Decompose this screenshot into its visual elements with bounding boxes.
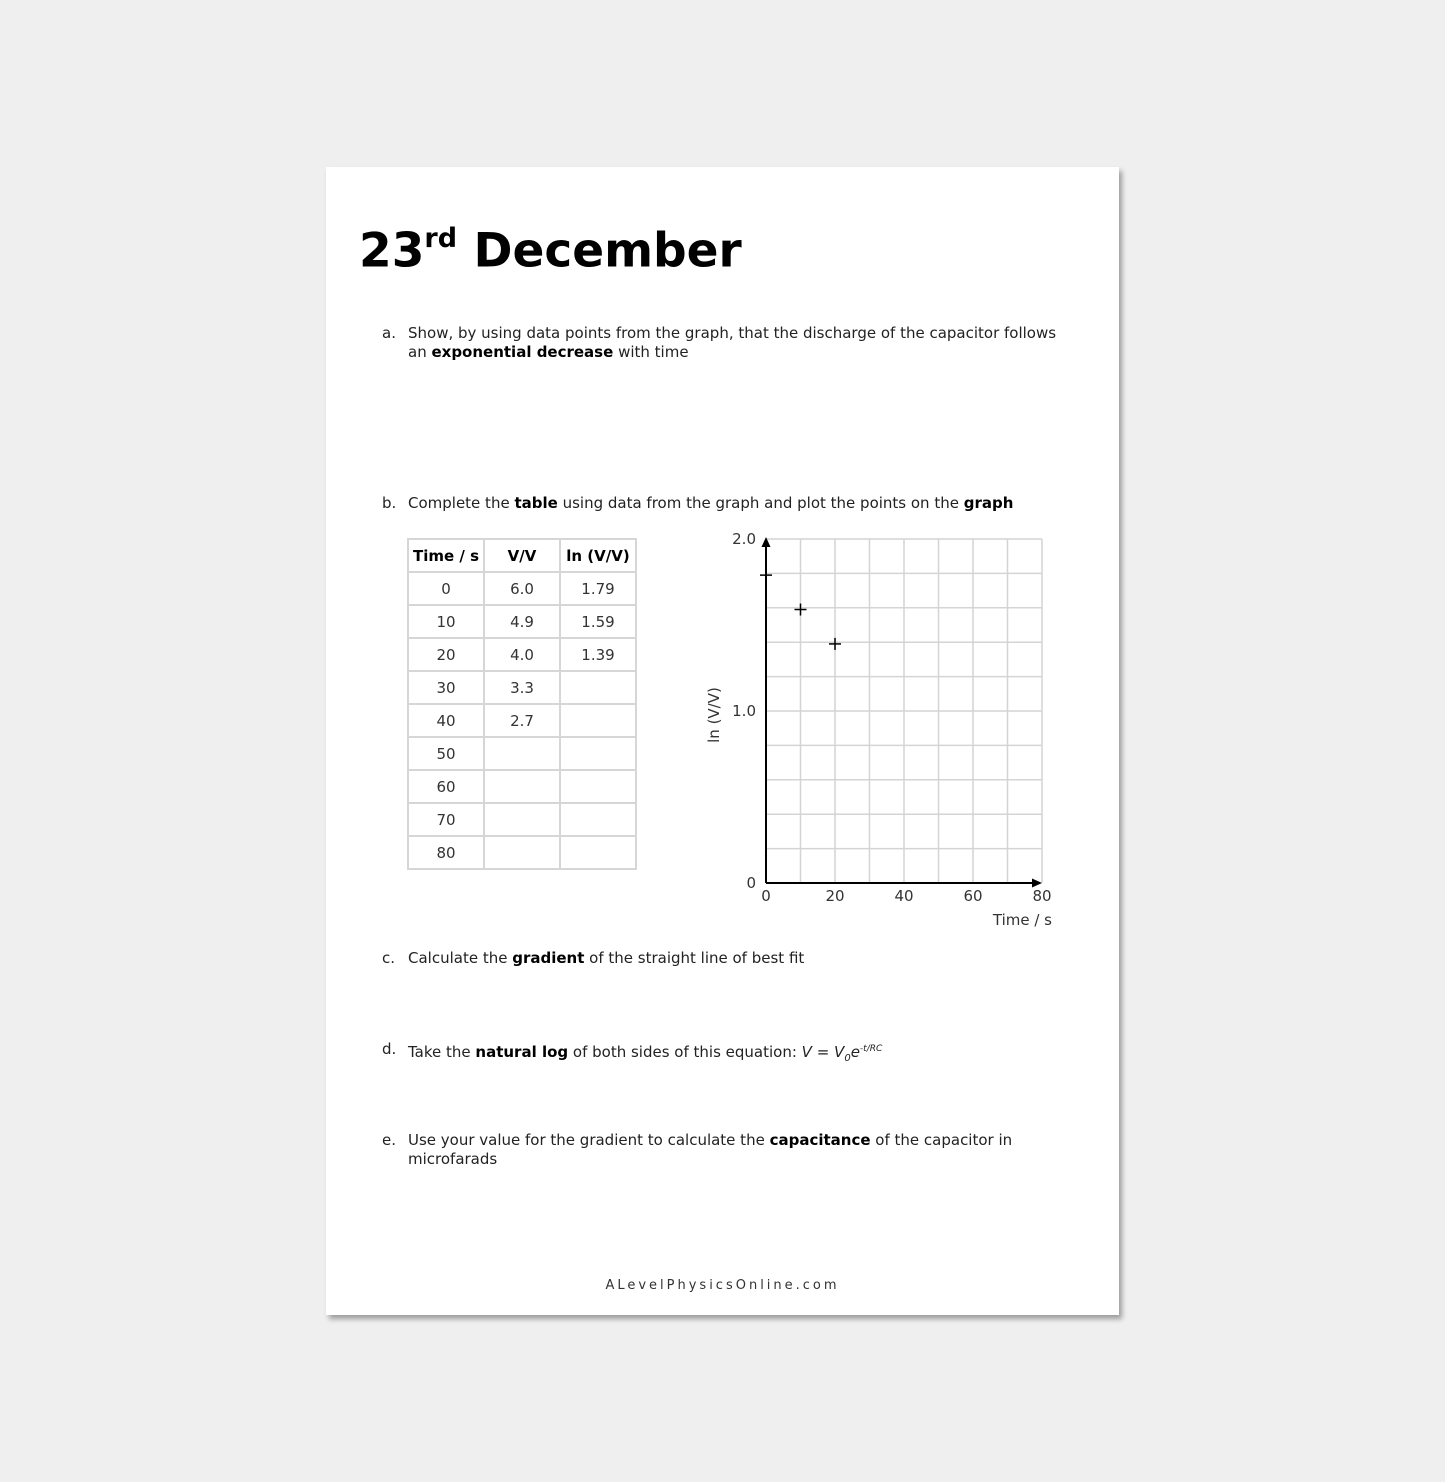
table-row xyxy=(408,770,636,803)
table-cell[interactable]: 70 xyxy=(408,803,484,836)
table-cell[interactable]: 4.0 xyxy=(484,638,560,671)
table-header: V/V xyxy=(484,539,560,572)
table-header: ln (V/V) xyxy=(560,539,636,572)
table-cell[interactable]: 6.0 xyxy=(484,572,560,605)
table-row xyxy=(408,737,636,770)
question-letter: e. xyxy=(382,1131,396,1149)
table-cell[interactable] xyxy=(484,836,560,869)
question-letter: a. xyxy=(382,324,396,342)
table-cell[interactable]: 1.39 xyxy=(560,638,636,671)
x-axis-label: Time / s xyxy=(992,911,1052,929)
table-cell[interactable] xyxy=(560,770,636,803)
footer-website: ALevelPhysicsOnline.com xyxy=(605,1278,840,1293)
table-cell[interactable] xyxy=(484,737,560,770)
x-tick-label: 20 xyxy=(825,887,845,905)
table-header-row xyxy=(408,539,636,572)
table-cell[interactable]: 0 xyxy=(408,572,484,605)
table-cell[interactable] xyxy=(560,803,636,836)
table-row xyxy=(408,638,636,671)
table-cell[interactable] xyxy=(560,836,636,869)
table-cell[interactable]: 1.59 xyxy=(560,605,636,638)
table-row xyxy=(408,803,636,836)
x-tick-label: 0 xyxy=(761,887,771,905)
y-tick-label: 1.0 xyxy=(732,702,756,720)
y-axis-label: ln (V/V) xyxy=(705,687,723,743)
table-row xyxy=(408,572,636,605)
y-tick-label: 2.0 xyxy=(732,530,756,548)
data-table xyxy=(407,538,637,870)
table-cell[interactable]: 30 xyxy=(408,671,484,704)
question-text: Use your value for the gradient to calculate the capacitance of the capacitor in microfarads xyxy=(408,1131,1013,1168)
x-tick-label: 40 xyxy=(894,887,914,905)
table-cell[interactable] xyxy=(484,770,560,803)
x-tick-label: 80 xyxy=(1032,887,1052,905)
question-letter: b. xyxy=(382,494,397,512)
data-point-marker xyxy=(760,569,772,581)
equation: $V = V_0e^{-t/RC}$ xyxy=(801,1043,883,1064)
table-cell[interactable]: 40 xyxy=(408,704,484,737)
question-text: Complete the table using data from the graph and plot the points on the graph xyxy=(408,494,1014,512)
table-cell[interactable] xyxy=(560,671,636,704)
table-cell[interactable]: 10 xyxy=(408,605,484,638)
question-text: Take the natural log of both sides of this equation: $V = V_0e^{-t/RC}$ xyxy=(408,1043,883,1064)
table-row xyxy=(408,605,636,638)
x-tick-label: 60 xyxy=(963,887,983,905)
table-cell[interactable] xyxy=(560,737,636,770)
y-tick-label: 0 xyxy=(746,874,756,892)
table-cell[interactable]: 3.3 xyxy=(484,671,560,704)
table-row xyxy=(408,671,636,704)
table-header: Time / s xyxy=(408,539,484,572)
table-cell[interactable]: 1.79 xyxy=(560,572,636,605)
table-cell[interactable]: 20 xyxy=(408,638,484,671)
table-cell[interactable]: 50 xyxy=(408,737,484,770)
page-title: 23rd December xyxy=(359,223,742,279)
data-point-marker xyxy=(795,604,807,616)
table-row xyxy=(408,704,636,737)
table-cell[interactable]: 80 xyxy=(408,836,484,869)
question-letter: d. xyxy=(382,1040,397,1058)
data-point-marker xyxy=(829,638,841,650)
table-cell[interactable]: 4.9 xyxy=(484,605,560,638)
table-row xyxy=(408,836,636,869)
ln-v-vs-time-graph xyxy=(690,525,1070,935)
table-cell[interactable]: 60 xyxy=(408,770,484,803)
table-cell[interactable] xyxy=(560,704,636,737)
table-cell[interactable]: 2.7 xyxy=(484,704,560,737)
question-text: Calculate the gradient of the straight line of best fit xyxy=(408,949,805,967)
question-letter: c. xyxy=(382,949,396,967)
question-text: Show, by using data points from the graph, that the discharge of the capacitor follows an exponential decrease with time xyxy=(408,324,1057,361)
table-cell[interactable] xyxy=(484,803,560,836)
